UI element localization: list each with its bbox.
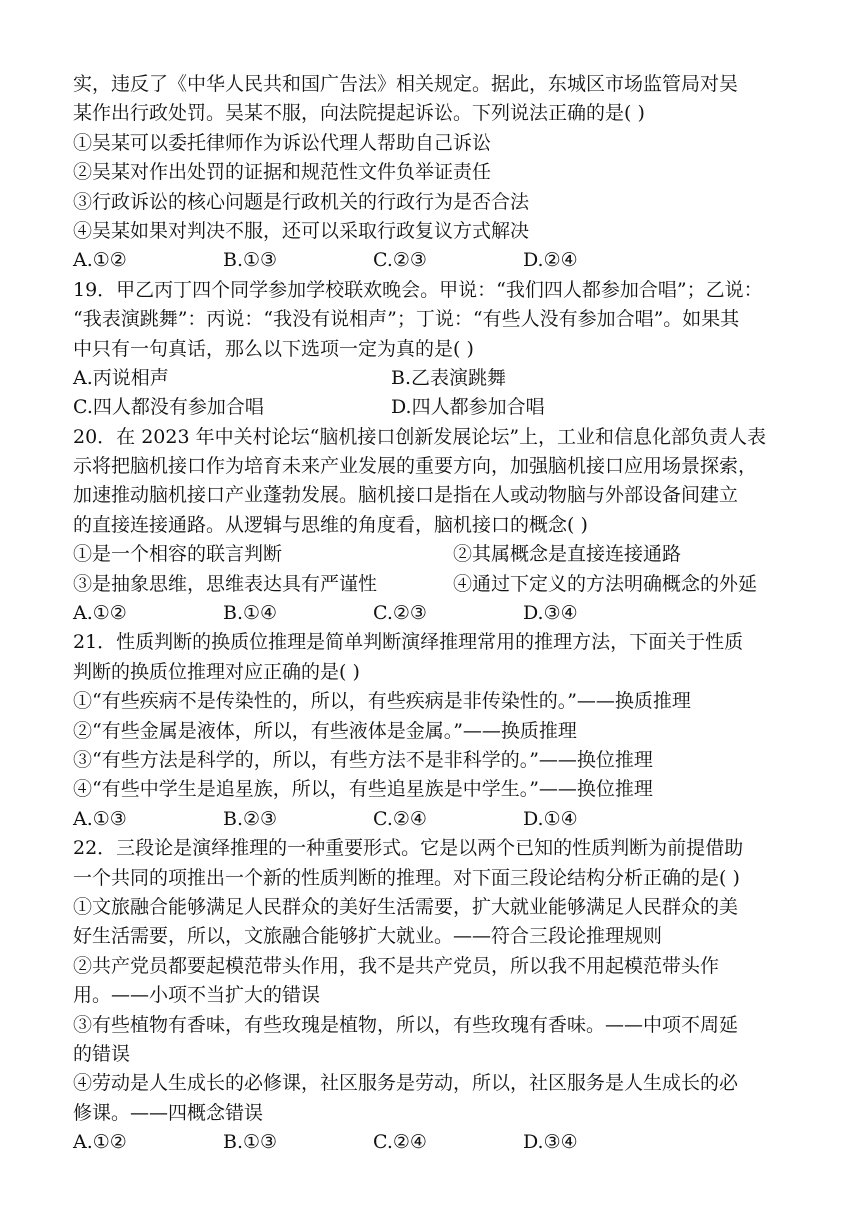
document-page [73,70,793,1157]
answer-option: D.③④ [523,602,578,625]
answer-option: D.③④ [523,1131,578,1154]
text-line: ③有些植物有香味，有些玫瑰是植物，所以，有些玫瑰有香味。——中项不周延 [73,1013,739,1036]
text-line: 的直接连接通路。从逻辑与思维的角度看，脑机接口的概念( ) [73,513,588,536]
text-line: 某作出行政处罚。吴某不服，向法院提起诉讼。下列说法正确的是( ) [73,102,645,125]
answer-options [73,246,793,275]
text-line: 好生活需要，所以，文旅融合能够扩大就业。——符合三段论推理规则 [73,925,663,948]
text-line: ②共产党员都要起模范带头作用，我不是共产党员，所以我不用起模范带头作 [73,954,720,977]
answer-options [73,599,793,628]
text-line: 示将把脑机接口作为培育未来产业发展的重要方向，加强脑机接口应用场景探索， [73,455,758,478]
answer-option: A.①③ [73,807,127,830]
text-line: ④“有些中学生是追星族，所以，有些追星族是中学生。”——换位推理 [73,778,653,801]
text-line: ②“有些金属是液体，所以，有些液体是金属。”——换质推理 [73,719,577,742]
statement-item: ④通过下定义的方法明确概念的外延 [453,572,758,595]
answer-option: A.丙说相声 [73,366,169,389]
statement-item: ③是抽象思维，思维表达具有严谨性 [73,572,378,595]
answer-option: A.①② [73,602,127,625]
text-line: 21．性质判断的换质位推理是简单判断演绎推理常用的推理方法，下面关于性质 [73,631,744,654]
answer-options [73,805,793,834]
answer-options [73,1128,793,1157]
answer-option: C.②④ [373,807,427,830]
statement-item: ①是一个相容的联言判断 [73,543,283,566]
statement-pair [73,540,793,569]
text-line: ②吴某对作出处罚的证据和规范性文件负举证责任 [73,161,492,184]
answer-option: D.②④ [523,249,578,272]
answer-option: A.①② [73,1131,127,1154]
answer-options [73,393,793,422]
text-line: ①吴某可以委托律师作为诉讼代理人帮助自己诉讼 [73,131,492,154]
text-line: 加速推动脑机接口产业蓬勃发展。脑机接口是指在人或动物脑与外部设备间建立 [73,484,739,507]
text-line: ③“有些方法是科学的，所以，有些方法不是非科学的。”——换位推理 [73,748,653,771]
answer-option: B.②③ [223,807,278,830]
text-line: 判断的换质位推理对应正确的是( ) [73,660,360,683]
text-line: ③行政诉讼的核心问题是行政机关的行政行为是否合法 [73,190,530,213]
text-line: ④吴某如果对判决不服，还可以采取行政复议方式解决 [73,219,530,242]
text-line: 一个共同的项推出一个新的性质判断的推理。对下面三段论结构分析正确的是( ) [73,866,740,889]
answer-option: C.②③ [373,602,427,625]
answer-option: C.四人都没有参加合唱 [73,396,264,419]
text-line: 用。——小项不当扩大的错误 [73,984,321,1007]
answer-option: B.①③ [223,249,278,272]
answer-option: B.①④ [223,602,278,625]
statement-pair [73,570,793,599]
answer-option: D.四人都参加合唱 [391,396,545,419]
text-line: 的错误 [73,1042,131,1065]
answer-option: B.①③ [223,1131,278,1154]
answer-option: D.①④ [523,807,578,830]
text-line: ①“有些疾病不是传染性的，所以，有些疾病是非传染性的。”——换质推理 [73,690,691,713]
answer-options [73,364,793,393]
text-line: 实，违反了《中华人民共和国广告法》相关规定。据此，东城区市场监管局对吴 [73,73,739,95]
text-line: 修课。——四概念错误 [73,1101,264,1124]
answer-option: A.①② [73,249,127,272]
answer-option: C.②④ [373,1131,427,1154]
text-line: ④劳动是人生成长的必修课，社区服务是劳动，所以，社区服务是人生成长的必 [73,1072,739,1095]
answer-option: B.乙表演跳舞 [391,366,507,389]
answer-option: C.②③ [373,249,427,272]
text-line: 22．三段论是演绎推理的一种重要形式。它是以两个已知的性质判断为前提借助 [73,837,744,860]
text-line: 20．在 2023 年中关村论坛“脑机接口创新发展论坛”上，工业和信息化部负责人表 [73,425,767,448]
text-line: 19．甲乙丙丁四个同学参加学校联欢晚会。甲说：“我们四人都参加合唱”；乙说： [73,278,763,301]
statement-item: ②其属概念是直接连接通路 [453,543,682,566]
text-line: ①文旅融合能够满足人民群众的美好生活需要，扩大就业能够满足人民群众的美 [73,895,739,918]
text-line: “我表演跳舞”：丙说：“我没有说相声”；丁说：“有些人没有参加合唱”。如果其 [73,308,740,331]
text-line: 中只有一句真话，那么以下选项一定为真的是( ) [73,337,474,360]
